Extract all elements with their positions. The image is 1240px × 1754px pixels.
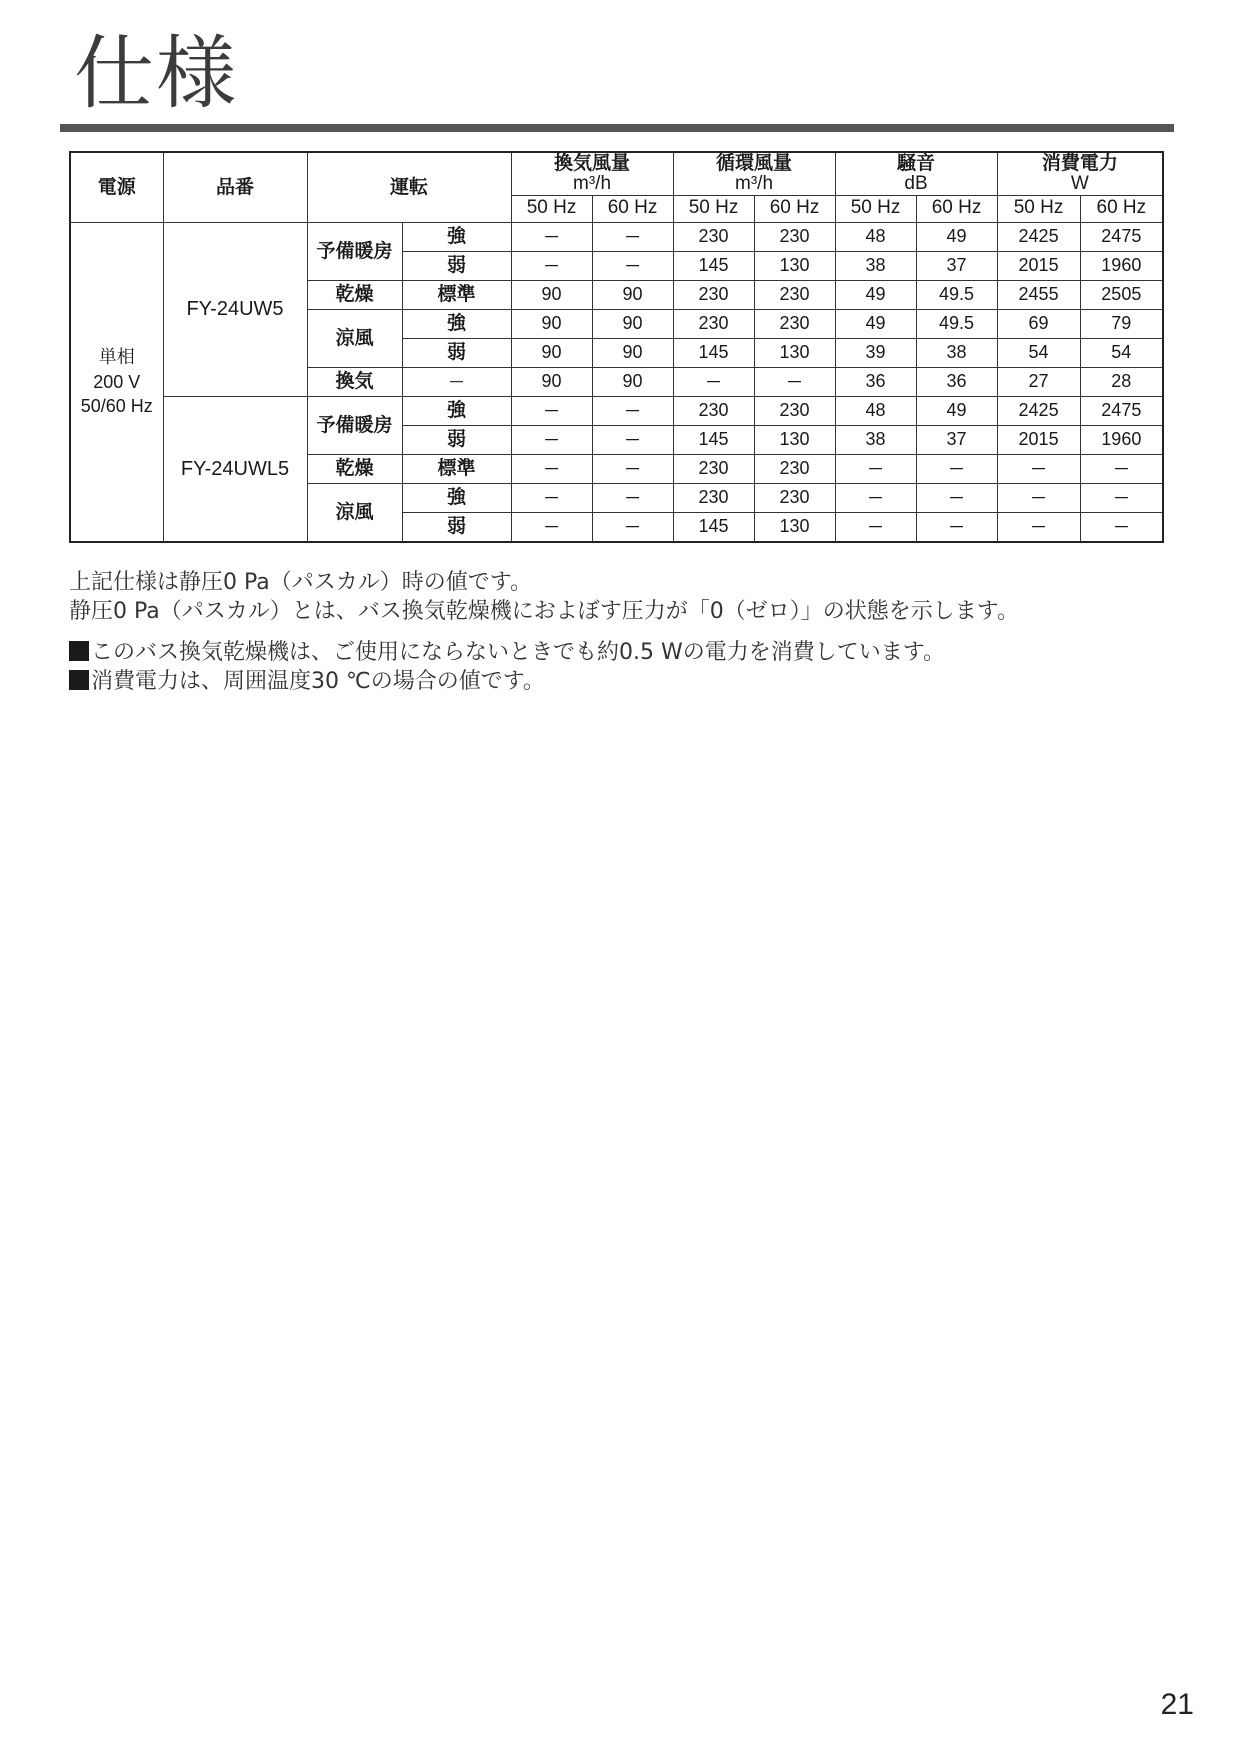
page-number: 21	[1160, 1688, 1194, 1721]
freq-header: 60 Hz	[754, 195, 835, 222]
freq-header: 60 Hz	[592, 195, 673, 222]
value-cell: ─	[511, 222, 592, 251]
value-cell: ─	[916, 512, 997, 542]
value-cell: 230	[673, 280, 754, 309]
value-cell: ─	[511, 425, 592, 454]
value-cell: 90	[511, 309, 592, 338]
value-cell: ─	[511, 251, 592, 280]
mode-cell: 涼風	[307, 483, 402, 542]
power-voltage: 200 V	[93, 371, 141, 392]
level-cell: 弱	[402, 251, 511, 280]
value-cell: ─	[592, 454, 673, 483]
value-cell: 27	[997, 367, 1080, 396]
value-cell: 230	[673, 483, 754, 512]
value-cell: 49	[835, 280, 916, 309]
value-cell: ─	[592, 396, 673, 425]
model-cell: FY-24UWL5	[163, 396, 307, 542]
header-ventilation-name: 換気風量	[554, 152, 631, 174]
freq-header: 50 Hz	[673, 195, 754, 222]
header-noise-name: 騒音	[897, 152, 936, 174]
value-cell: 49	[916, 396, 997, 425]
value-cell: 90	[592, 309, 673, 338]
header-circulation-unit: m³/h	[735, 172, 774, 194]
mode-cell: 涼風	[307, 309, 402, 367]
value-cell: 230	[673, 396, 754, 425]
table-row	[70, 396, 1163, 425]
value-cell: 145	[673, 251, 754, 280]
header-power-source: 電源	[70, 152, 163, 222]
value-cell: ─	[511, 483, 592, 512]
value-cell: 2475	[1080, 396, 1163, 425]
value-cell: 49	[916, 222, 997, 251]
value-cell: 48	[835, 396, 916, 425]
value-cell: 90	[511, 280, 592, 309]
level-cell: 標準	[402, 280, 511, 309]
value-cell: ─	[511, 396, 592, 425]
value-cell: 2505	[1080, 280, 1163, 309]
mode-cell: 予備暖房	[307, 396, 402, 454]
value-cell: 145	[673, 512, 754, 542]
header-noise	[835, 152, 997, 195]
spec-table	[69, 151, 1164, 543]
value-cell: 230	[754, 396, 835, 425]
header-model: 品番	[163, 152, 307, 222]
value-cell: ─	[835, 512, 916, 542]
value-cell: 90	[511, 338, 592, 367]
value-cell: 36	[916, 367, 997, 396]
freq-header: 60 Hz	[916, 195, 997, 222]
mode-cell: 換気	[307, 367, 402, 396]
value-cell: 230	[754, 222, 835, 251]
value-cell: 2425	[997, 396, 1080, 425]
note-bullet-text: このバス換気乾燥機は、ご使用にならないときでも約0.5 Wの電力を消費しています。	[91, 640, 945, 665]
header-ventilation-unit: m³/h	[573, 172, 612, 194]
square-bullet-icon	[69, 641, 89, 661]
note-bullet	[69, 638, 1019, 667]
header-operation: 運転	[307, 152, 511, 222]
value-cell: ─	[1080, 483, 1163, 512]
value-cell: ─	[997, 512, 1080, 542]
value-cell: 230	[754, 280, 835, 309]
value-cell: 49.5	[916, 280, 997, 309]
level-cell: 弱	[402, 425, 511, 454]
level-cell: 標準	[402, 454, 511, 483]
value-cell: ─	[754, 367, 835, 396]
freq-header: 60 Hz	[1080, 195, 1163, 222]
power-phase: 単相	[98, 347, 135, 368]
value-cell: 145	[673, 425, 754, 454]
note-bullet	[69, 667, 1019, 696]
value-cell: ─	[997, 483, 1080, 512]
table-row	[70, 222, 1163, 251]
model-cell: FY-24UW5	[163, 222, 307, 396]
header-noise-unit: dB	[904, 172, 928, 194]
value-cell: 1960	[1080, 425, 1163, 454]
value-cell: 49	[835, 309, 916, 338]
value-cell: 130	[754, 425, 835, 454]
value-cell: 130	[754, 338, 835, 367]
value-cell: 54	[997, 338, 1080, 367]
value-cell: 90	[592, 280, 673, 309]
level-cell: 弱	[402, 512, 511, 542]
value-cell: 130	[754, 512, 835, 542]
value-cell: 90	[592, 367, 673, 396]
value-cell: 2455	[997, 280, 1080, 309]
header-ventilation	[511, 152, 673, 195]
value-cell: 54	[1080, 338, 1163, 367]
value-cell: 230	[673, 222, 754, 251]
level-cell: ─	[402, 367, 511, 396]
value-cell: 2015	[997, 251, 1080, 280]
value-cell: ─	[997, 454, 1080, 483]
note-line: 上記仕様は静圧0 Pa（パスカル）時の値です。	[69, 570, 532, 595]
note-line: 静圧0 Pa（パスカル）とは、バス換気乾燥機におよぼす圧力が「0（ゼロ）」の状態を示します。	[69, 599, 1019, 624]
square-bullet-icon	[69, 670, 89, 690]
value-cell: 2015	[997, 425, 1080, 454]
value-cell: ─	[511, 454, 592, 483]
title-rule	[60, 124, 1174, 132]
value-cell: 49.5	[916, 309, 997, 338]
value-cell: 130	[754, 251, 835, 280]
mode-cell: 乾燥	[307, 280, 402, 309]
value-cell: 28	[1080, 367, 1163, 396]
freq-header: 50 Hz	[835, 195, 916, 222]
value-cell: ─	[916, 483, 997, 512]
value-cell: 36	[835, 367, 916, 396]
value-cell: ─	[592, 512, 673, 542]
value-cell: 38	[916, 338, 997, 367]
value-cell: 48	[835, 222, 916, 251]
note-bullet-text: 消費電力は、周囲温度30 ℃の場合の値です。	[91, 669, 545, 694]
value-cell: ─	[592, 483, 673, 512]
value-cell: 230	[754, 483, 835, 512]
header-consumption-name: 消費電力	[1041, 152, 1118, 174]
header-circulation	[673, 152, 835, 195]
power-source-cell	[70, 222, 163, 542]
level-cell: 強	[402, 483, 511, 512]
value-cell: ─	[592, 251, 673, 280]
value-cell: ─	[592, 425, 673, 454]
level-cell: 強	[402, 396, 511, 425]
value-cell: ─	[673, 367, 754, 396]
value-cell: ─	[511, 512, 592, 542]
value-cell: 38	[835, 251, 916, 280]
header-circulation-name: 循環風量	[716, 152, 793, 174]
level-cell: 弱	[402, 338, 511, 367]
value-cell: 37	[916, 425, 997, 454]
value-cell: 2425	[997, 222, 1080, 251]
value-cell: ─	[835, 454, 916, 483]
freq-header: 50 Hz	[997, 195, 1080, 222]
level-cell: 強	[402, 222, 511, 251]
page-title: 仕様	[74, 27, 238, 120]
value-cell: 79	[1080, 309, 1163, 338]
value-cell: 39	[835, 338, 916, 367]
value-cell: 38	[835, 425, 916, 454]
value-cell: 230	[754, 454, 835, 483]
value-cell: 69	[997, 309, 1080, 338]
power-frequency: 50/60 Hz	[80, 395, 153, 416]
value-cell: 230	[754, 309, 835, 338]
value-cell: ─	[1080, 512, 1163, 542]
header-consumption-unit: W	[1070, 172, 1089, 194]
level-cell: 強	[402, 309, 511, 338]
mode-cell: 予備暖房	[307, 222, 402, 280]
notes	[69, 568, 1019, 696]
value-cell: 2475	[1080, 222, 1163, 251]
value-cell: 145	[673, 338, 754, 367]
value-cell: 37	[916, 251, 997, 280]
value-cell: ─	[916, 454, 997, 483]
value-cell: ─	[592, 222, 673, 251]
header-consumption	[997, 152, 1163, 195]
value-cell: 230	[673, 454, 754, 483]
freq-header: 50 Hz	[511, 195, 592, 222]
value-cell: ─	[1080, 454, 1163, 483]
value-cell: 230	[673, 309, 754, 338]
value-cell: 90	[592, 338, 673, 367]
value-cell: 90	[511, 367, 592, 396]
value-cell: 1960	[1080, 251, 1163, 280]
value-cell: ─	[835, 483, 916, 512]
mode-cell: 乾燥	[307, 454, 402, 483]
